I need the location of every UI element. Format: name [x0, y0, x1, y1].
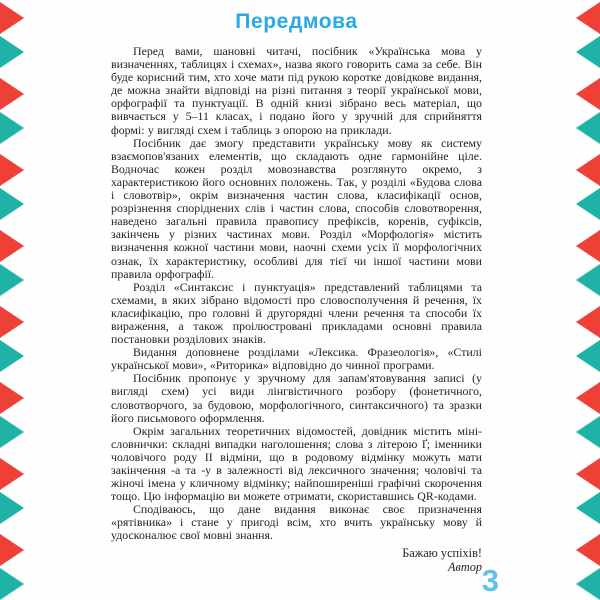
- signature-author: Автор: [447, 560, 482, 575]
- preface-paragraph: Видання доповнене розділами «Лексика. Фразеологія», «Стилі української мови», «Риторика» відповідно до чинної програми.: [111, 345, 482, 373]
- preface-paragraph: Окрім загальних теоретичних відомостей, довідник містить міні-словнички: складні випадки наголошення; слова з літерою Ґ; іменники чоловічого роду ІІ відміни, що в родовому відмінку можуть мати закінчення -а та -у в залежності від лексичного значення; чоловічі та жіночі імена у кличному відмінку; найпоширеніші графічні скорочення тощо. Цю інформацію ви можете отримати, скориставшись QR-кодами.: [111, 423, 482, 504]
- page-title: Передмова: [235, 10, 358, 33]
- signature-block: [111, 546, 482, 575]
- signature-wish: Бажаю успіхів!: [402, 545, 482, 560]
- left-zigzag-border-icon: [0, 0, 26, 600]
- preface-paragraph: Розділ «Синтаксис і пунктуація» представлений таблицями та схемами, в яких зібрано відомості про словосполучення й речення, їх класифікацію, про головні й другорядні члени речення та способи їх вираження, а також проілюстровані прикладами основні правила постановки розділових знаків.: [111, 279, 482, 347]
- preface-paragraph: Перед вами, шановні читачі, посібник «Українська мова у визначеннях, таблицях і схемах», назва якого говорить сама за себе. Він буде корисний тим, хто хоче мати під рукою коротке довідкове видання, де можна знайти відповіді на різні питання з теорії української мови, орфографії та пунктуації. В одній книзі зібрано весь матеріал, що вивчається у 5–11 класах, і подано його у зручній для сприйняття формі: у вигляді схем і таблиць з опорою на приклади.: [111, 44, 482, 137]
- preface-paragraph: Посібник пропонує у зручному для запам'ятовування записі (у вигляді схем) усі види лінгвістичного розбору (фонетичного, словотворчого, за будовою, морфологічного, синтаксичного) та зразки його письмового оформлення.: [111, 371, 482, 425]
- right-zigzag-border-icon: [574, 0, 600, 600]
- preface-paragraph: Сподіваюсь, що дане видання виконає своє призначення «рятівника» і стане у пригоді всім, хто вчить українську мову й удосконалює свої мовні знання.: [111, 502, 482, 543]
- preface-content: [111, 10, 482, 575]
- page-number: 3: [481, 563, 499, 598]
- preface-paragraph: Посібник дає змогу представити українську мову як систему взаємопов'язаних елементів, що складають одне гармонійне ціле. Водночас кожен розділ мовознавства розглянуто окремо, з характеристикою його основних положень. Так, у розділі «Будова слова і словотвір», окрім визначення частин слова, класифікації основ, розрізнення споріднених слів і частин слова, способів словотворення, наведено загальні правила правопису префіксів, коренів, суфіксів, закінчень у різних частинах мови. Розділ «Морфологія» містить визначення кожної частини мови, наочні схеми усіх її морфологічних ознак, їх характеристику, особливі для тієї чи іншої частини мови правила орфографії.: [111, 135, 482, 281]
